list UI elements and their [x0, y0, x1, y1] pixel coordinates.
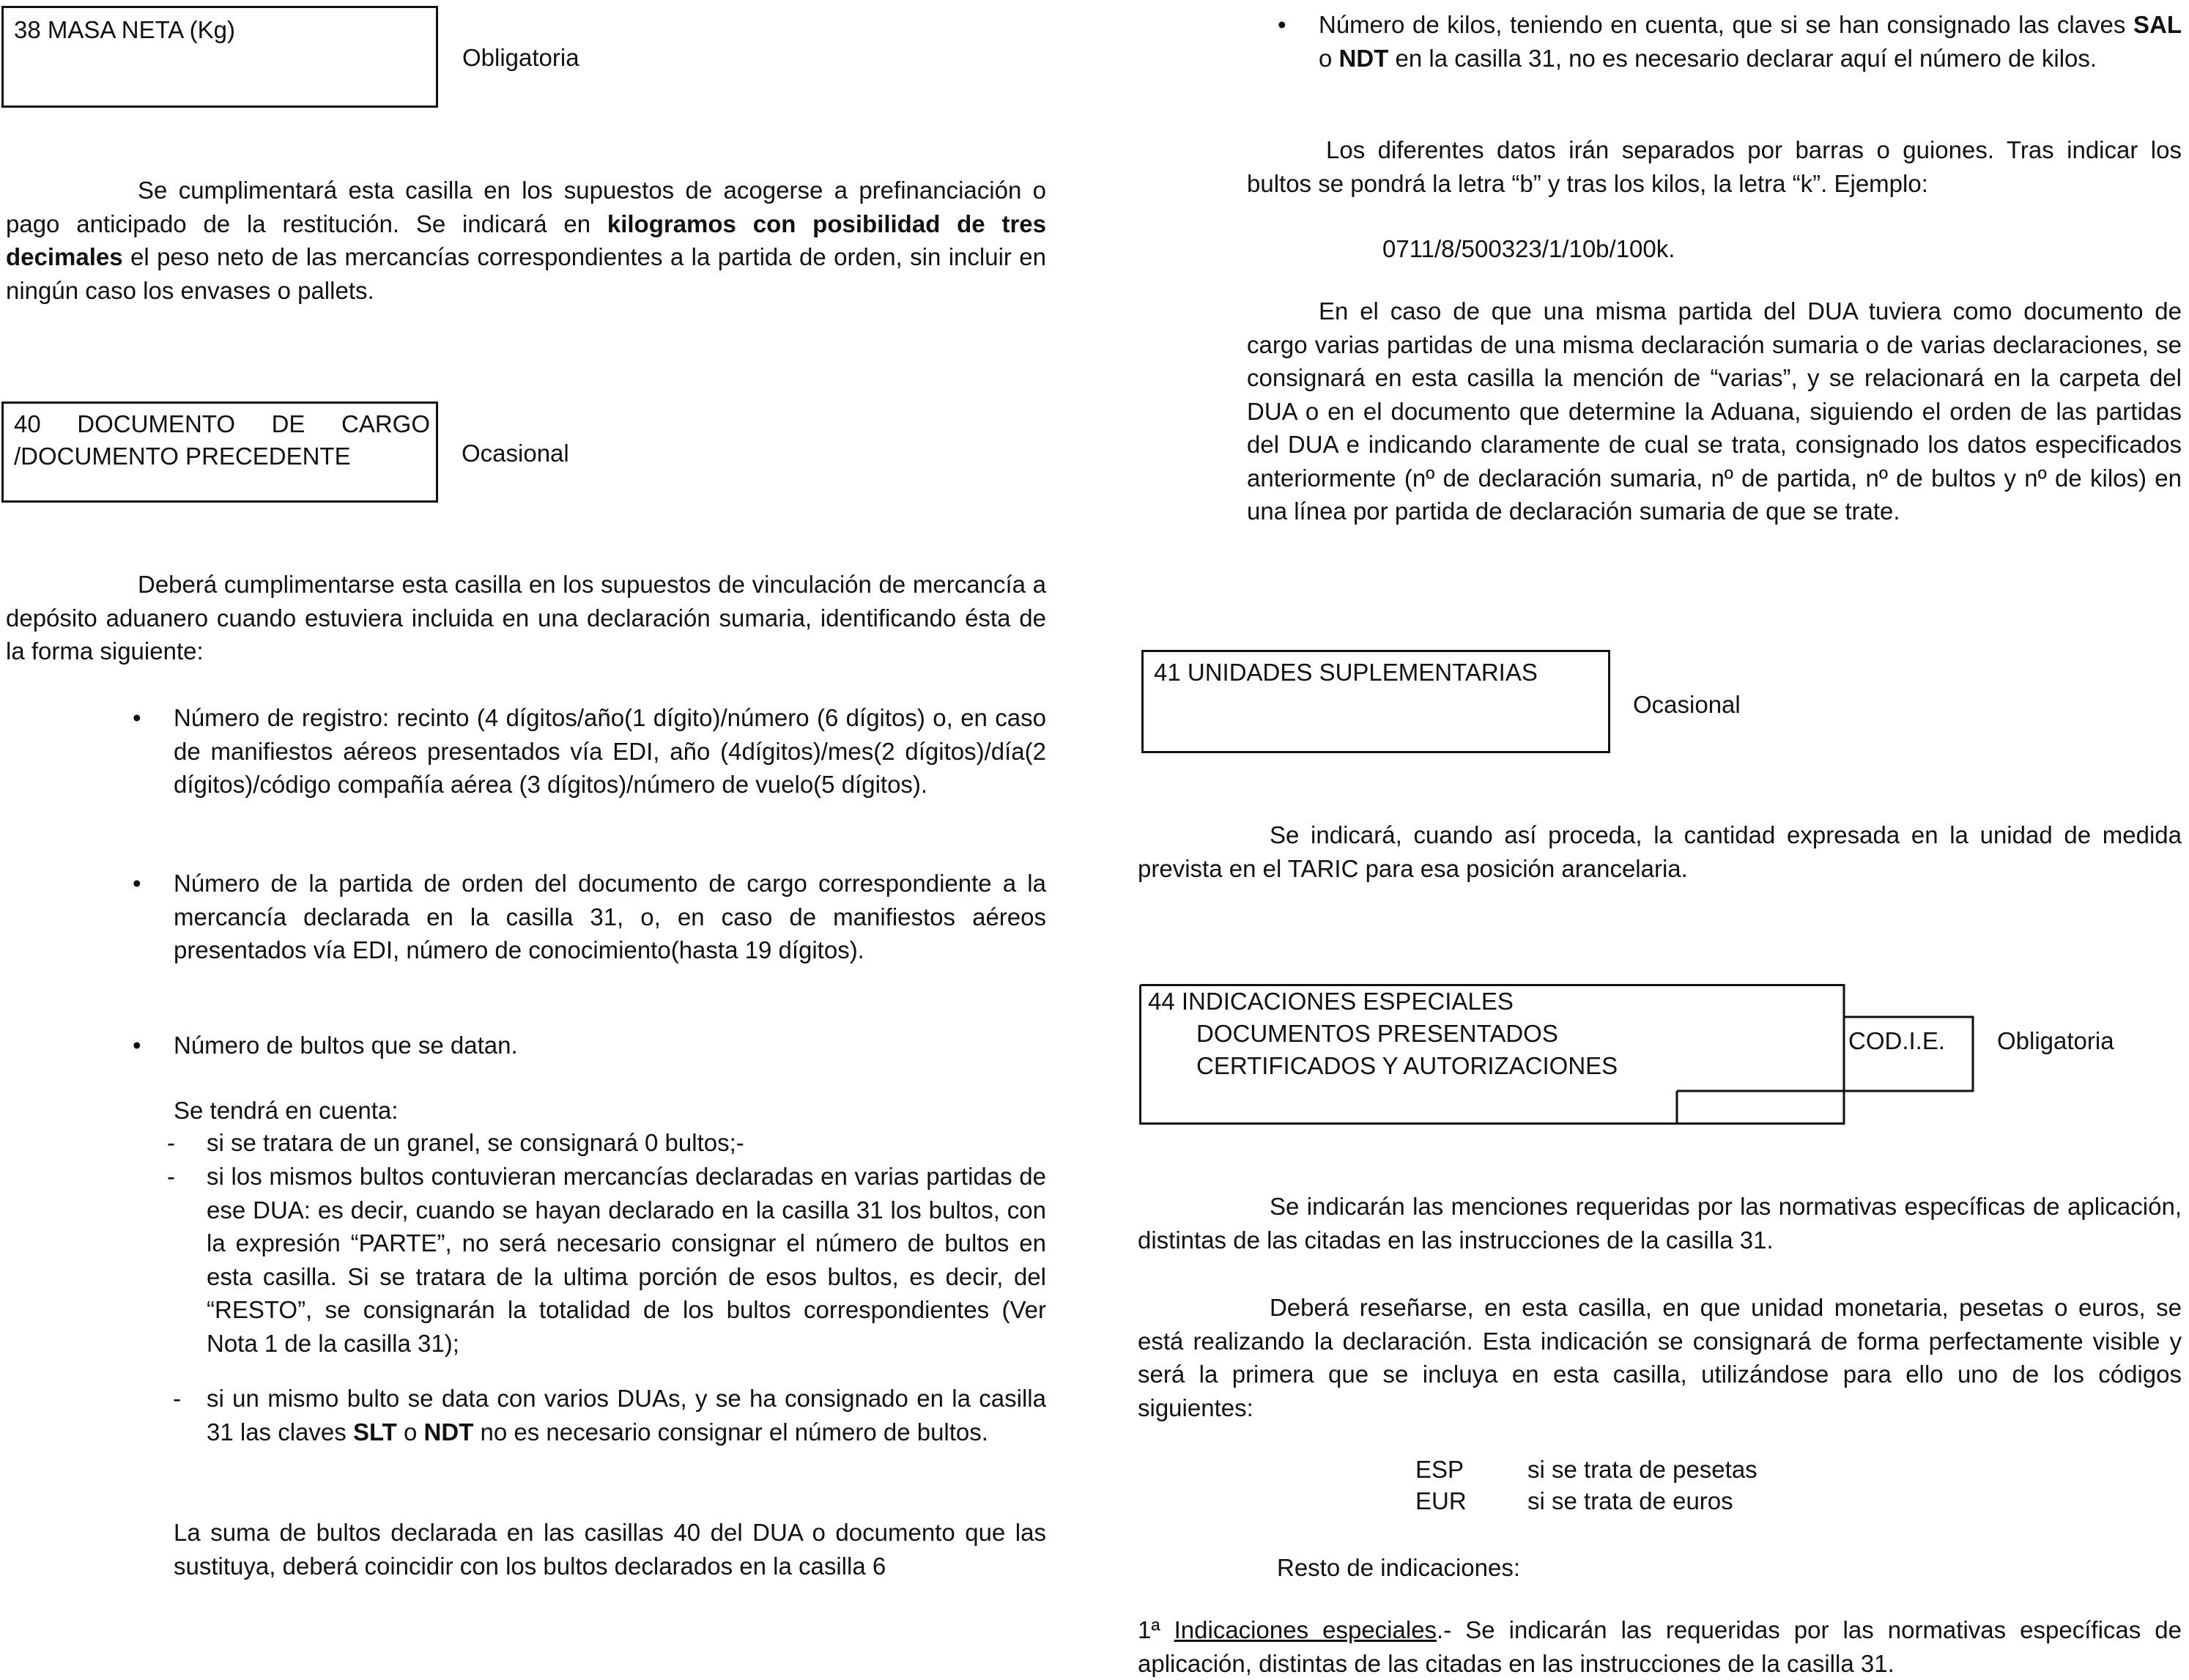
box-40 — [1, 402, 438, 503]
box-38-tag: Obligatoria — [462, 44, 579, 71]
paragraph-41: Se indicará, cuando así proceda, la cantidad expresada en la unidad de medida prevista en el TARIC para esa posición arancelaria. — [1138, 821, 2182, 882]
box-38 — [1, 6, 438, 108]
bullet-registro: • Número de registro: recinto (4 dígitos/año(1 dígito)/número (6 dígitos) o, en caso de manifiestos aéreos presentados vía EDI, año (4dígitos)/mes(2 dígitos)/día(2 dígitos)/código compañía aérea (3 dígitos)/número de vuelo(5 dígitos). — [174, 701, 1046, 802]
box-38-title: 38 MASA NETA (Kg) — [14, 16, 235, 43]
paragraph-datos: Los diferentes datos irán separados por barras o guiones. Tras indicar los bultos se pondrá la letra “b” y tras los kilos, la letra “k”. Ejemplo: — [1247, 136, 2182, 197]
resto-text: Resto de indicaciones: — [1277, 1554, 1521, 1581]
box-40-line2: /DOCUMENTO PRECEDENTE — [14, 443, 351, 470]
box-44-tag: Obligatoria — [1997, 1027, 2114, 1054]
box-44-line1: 44 INDICACIONES ESPECIALES — [1148, 988, 1514, 1015]
code-eur-desc: si se trata de euros — [1527, 1487, 1733, 1514]
dash-parte: - si los mismos bultos contuvieran mercancías declaradas en varias partidas de ese DUA: es decir, cuando se hayan declarado en la casilla 31 los bultos, con la expresión “PARTE”, no será necesario consignar el número de bultos en esta casilla. Si se tratara de la ultima porción de esos bultos, es decir, del “RESTO”, se consignarán la totalidad de los bultos correspondientes (Ver Nota 1 de la casilla 31); — [167, 1163, 1046, 1357]
bullet-dot-icon: • — [133, 870, 141, 897]
box-44-line3: CERTIFICADOS Y AUTORIZACIONES — [1196, 1052, 1618, 1079]
bullet-dot-icon: • — [133, 1032, 141, 1059]
box-44-line2: DOCUMENTOS PRESENTADOS — [1196, 1020, 1558, 1047]
paragraph-44b: Deberá reseñarse, en esta casilla, en que unidad monetaria, pesetas o euros, se está realizando la declaración. Esta indicación se consignará de forma perfectamente visible y será la primera que se incluya en esta casilla, utilizándose para ello uno de los códigos siguientes: — [1138, 1294, 2182, 1421]
suma-paragraph: La suma de bultos declarada en las casillas 40 del DUA o documento que las sustituya, deberá coincidir con los bultos declarados en la casilla 6 — [174, 1519, 1046, 1580]
bullet-kilos: • Número de kilos, teniendo en cuenta, que si se han consignado las claves SAL o NDT en la casilla 31, no es necesario declarar aquí el número de kilos. — [1319, 8, 2182, 75]
box-41-title: 41 UNIDADES SUPLEMENTARIAS — [1154, 659, 1538, 686]
paragraph-38 — [6, 174, 1046, 307]
code-esp: ESP — [1415, 1456, 1464, 1483]
paragraph-varias: En el caso de que una misma partida del DUA tuviera como documento de cargo varias partidas de una misma declaración sumaria o de varias declaraciones, se consignará en esta casilla la mención de “varias”, y se relacionará en la carpeta del DUA o en el documento que determine la Aduana, siguiendo el orden de las partidas del DUA e indicando claramente de cual se trata, consignado los datos especificados anteriormente (nº de declaración sumaria, nº de partida, nº de bultos y nº de kilos) en una línea por partida de declaración sumaria de que se trate. — [1247, 297, 2182, 525]
paragraph-38-c: el peso neto de las mercancías correspondientes a la partida de orden, sin incluir en ningún caso los envases o pallets. — [6, 243, 1046, 304]
code-eur: EUR — [1415, 1487, 1467, 1514]
bullet-partida: • Número de la partida de orden del documento de cargo correspondiente a la mercancía declarada en la casilla 31, o, en caso de manifiestos aéreos presentados vía EDI, número de conocimiento(hasta 19 dígitos). — [174, 867, 1046, 967]
box-40-tag: Ocasional — [462, 440, 569, 467]
box-44-code: COD.I.E. — [1848, 1027, 1946, 1054]
box-44 — [1139, 984, 1989, 1125]
ejemplo-code: 0711/8/500323/1/10b/100k. — [1382, 235, 1675, 262]
box-41-tag: Ocasional — [1633, 691, 1741, 718]
dash-duas: - si un mismo bulto se data con varios DUAs, y se ha consignado en la casilla 31 las claves SLT o NDT no es necesario consignar el número de bultos. — [173, 1385, 1046, 1446]
paragraph-44a: Se indicarán las menciones requeridas por las normativas específicas de aplicación, distintas de las citadas en las instrucciones de la casilla 31. — [1138, 1193, 2182, 1254]
paragraph-40: Deberá cumplimentarse esta casilla en los supuestos de vinculación de mercancía a depósito aduanero cuando estuviera incluida en una declaración sumaria, identificando ésta de la forma siguiente: — [6, 571, 1046, 665]
dash-granel: - si se tratara de un granel, se consignará 0 bultos;- — [167, 1129, 744, 1156]
bullet-dot-icon: • — [133, 704, 141, 731]
tendra-text: Se tendrá en cuenta: — [174, 1097, 399, 1124]
code-esp-desc: si se trata de pesetas — [1527, 1456, 1758, 1483]
box-40-line1: 40 DOCUMENTO DE CARGO — [14, 410, 430, 437]
bullet-dot-icon: • — [1278, 11, 1286, 38]
paragraph-38-bold: kilogramos con posibilidad de tres decimales — [6, 210, 1046, 270]
paragraph-final: 1ª Indicaciones especiales.- Se indicarán las requeridas por las normativas específicas de aplicación, distintas de las citadas en las instrucciones de la casilla 31. — [1138, 1616, 2182, 1677]
paragraph-38-a: Se cumplimentará esta casilla en los supuestos de acogerse a prefinanciación o pago anticipado de la restitución. Se indicará en — [6, 177, 1046, 237]
bullet-bultos: • Número de bultos que se datan. — [174, 1029, 1046, 1062]
box-41 — [1141, 650, 1610, 753]
